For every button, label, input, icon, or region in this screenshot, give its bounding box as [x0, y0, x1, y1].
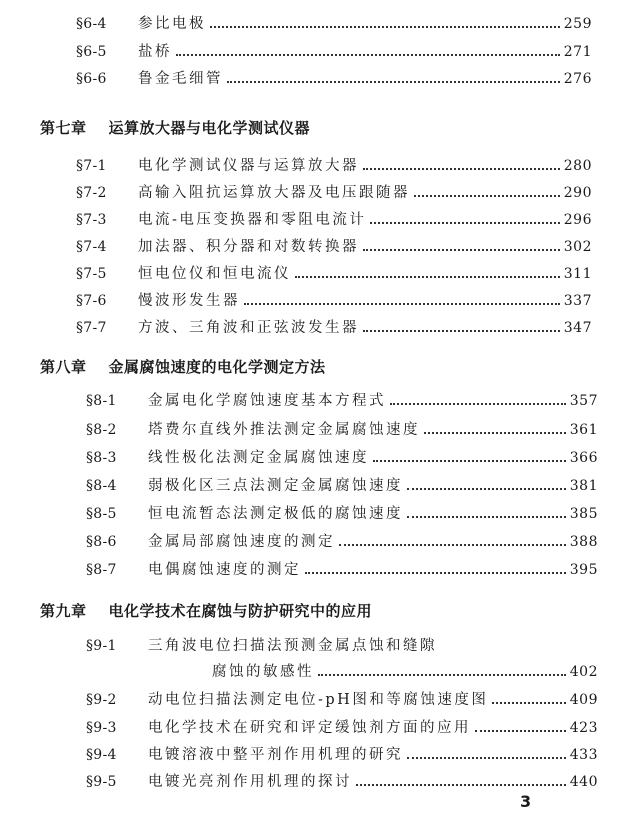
page-ref: 271 — [563, 44, 592, 60]
dot-leader — [339, 544, 566, 546]
dot-leader — [295, 276, 560, 278]
section-title: 恒电流暂态法测定极低的腐蚀速度 — [148, 506, 403, 522]
toc-entry — [86, 530, 598, 551]
section-number: §9-3 — [86, 720, 117, 736]
toc-entry — [76, 289, 592, 310]
toc-entry — [76, 262, 592, 283]
dot-leader — [363, 330, 560, 332]
page-ref: 311 — [563, 266, 592, 282]
dot-leader — [492, 702, 565, 704]
section-number: §6-6 — [76, 71, 107, 87]
toc-entry-continuation — [212, 660, 598, 681]
section-number: §8-4 — [86, 478, 117, 494]
section-title-continued: 腐蚀的敏感性 — [212, 664, 314, 680]
toc-entry — [76, 67, 592, 88]
section-title: 三角波电位扫描法预测金属点蚀和缝隙 — [148, 638, 437, 654]
toc-entry — [76, 208, 592, 229]
section-number: §8-6 — [86, 534, 117, 550]
toc-entry — [86, 716, 598, 737]
dot-leader — [363, 249, 560, 251]
section-number: §6-5 — [76, 44, 107, 60]
toc-entry — [86, 474, 598, 495]
toc-entry — [86, 558, 598, 579]
page-ref: 296 — [563, 212, 592, 228]
page-ref: 290 — [563, 185, 592, 201]
section-number: §9-4 — [86, 747, 117, 763]
section-title: 电镀光亮剂作用机理的探讨 — [148, 774, 352, 790]
chapter-title: 金属腐蚀速度的电化学测定方法 — [108, 358, 326, 376]
page-ref: 440 — [569, 774, 598, 790]
chapter-number: 第八章 — [40, 358, 87, 376]
section-title: 电镀溶液中整平剂作用机理的研究 — [148, 747, 403, 763]
section-title: 金属局部腐蚀速度的测定 — [148, 534, 335, 550]
section-title: 慢波形发生器 — [138, 293, 240, 309]
page-ref: 402 — [569, 664, 598, 680]
section-number: §9-1 — [86, 638, 117, 654]
toc-entry — [86, 688, 598, 709]
section-title: 加法器、积分器和对数转换器 — [138, 239, 359, 255]
page-ref: 433 — [569, 747, 598, 763]
page-ref: 361 — [569, 422, 598, 438]
section-title: 电化学技术在研究和评定缓蚀剂方面的应用 — [148, 720, 471, 736]
section-number: §7-3 — [76, 212, 107, 228]
section-number: §9-2 — [86, 692, 117, 708]
section-title: 电化学测试仪器与运算放大器 — [138, 158, 359, 174]
dot-leader — [424, 432, 566, 434]
page-number: 3 — [520, 792, 532, 811]
section-title: 电流-电压变换器和零阻电流计 — [138, 212, 367, 228]
page-ref: 395 — [569, 562, 598, 578]
dot-leader — [363, 168, 560, 170]
page-ref: 280 — [563, 158, 592, 174]
section-title: 盐桥 — [138, 44, 172, 60]
chapter-heading — [40, 600, 372, 621]
toc-entry — [76, 316, 592, 337]
section-title: 塔费尔直线外推法测定金属腐蚀速度 — [148, 422, 420, 438]
page-ref: 423 — [569, 720, 598, 736]
dot-leader — [373, 460, 566, 462]
section-number: §8-2 — [86, 422, 117, 438]
section-number: §7-1 — [76, 158, 107, 174]
toc-entry — [76, 154, 592, 175]
section-number: §8-5 — [86, 506, 117, 522]
dot-leader — [176, 54, 560, 56]
dot-leader — [244, 303, 560, 305]
section-number: §7-4 — [76, 239, 107, 255]
page-ref: 366 — [569, 450, 598, 466]
chapter-title: 电化学技术在腐蚀与防护研究中的应用 — [108, 602, 373, 620]
toc-entry — [76, 235, 592, 256]
dot-leader — [227, 81, 560, 83]
dot-leader — [475, 730, 566, 732]
toc-entry — [86, 502, 598, 523]
section-number: §8-7 — [86, 562, 117, 578]
toc-entry — [86, 446, 598, 467]
chapter-heading — [40, 356, 326, 377]
section-number: §7-7 — [76, 320, 107, 336]
section-title: 高输入阻抗运算放大器及电压跟随器 — [138, 185, 410, 201]
page-ref: 276 — [563, 71, 592, 87]
section-number: §8-1 — [86, 393, 117, 409]
page-ref: 357 — [569, 393, 598, 409]
page-ref: 388 — [569, 534, 598, 550]
chapter-number: 第七章 — [40, 119, 87, 137]
section-title: 电偶腐蚀速度的测定 — [148, 562, 301, 578]
page-ref: 259 — [563, 16, 592, 32]
dot-leader — [318, 674, 566, 676]
toc-entry — [86, 418, 598, 439]
dot-leader — [356, 784, 566, 786]
dot-leader — [407, 757, 566, 759]
section-number: §7-6 — [76, 293, 107, 309]
dot-leader — [414, 195, 560, 197]
section-title: 鲁金毛细管 — [138, 71, 223, 87]
dot-leader — [390, 403, 566, 405]
section-title: 动电位扫描法测定电位-pH图和等腐蚀速度图 — [148, 692, 489, 708]
page-ref: 385 — [569, 506, 598, 522]
dot-leader — [407, 516, 566, 518]
section-number: §7-2 — [76, 185, 107, 201]
section-title: 恒电位仪和恒电流仪 — [138, 266, 291, 282]
section-number: §7-5 — [76, 266, 107, 282]
section-number: §8-3 — [86, 450, 117, 466]
dot-leader — [370, 222, 559, 224]
section-number: §9-5 — [86, 774, 117, 790]
toc-entry — [76, 40, 592, 61]
chapter-number: 第九章 — [40, 602, 87, 620]
dot-leader — [305, 572, 566, 574]
section-title: 金属电化学腐蚀速度基本方程式 — [148, 393, 386, 409]
dot-leader — [407, 488, 566, 490]
page-ref: 302 — [563, 239, 592, 255]
section-title: 线性极化法测定金属腐蚀速度 — [148, 450, 369, 466]
toc-entry — [86, 770, 598, 791]
chapter-title: 运算放大器与电化学测试仪器 — [108, 119, 311, 137]
dot-leader — [210, 26, 560, 28]
section-title: 参比电极 — [138, 16, 206, 32]
toc-entry — [76, 181, 592, 202]
toc-entry — [86, 634, 598, 655]
chapter-heading — [40, 117, 310, 138]
page-ref: 337 — [563, 293, 592, 309]
toc-entry — [76, 12, 592, 33]
section-title: 弱极化区三点法测定金属腐蚀速度 — [148, 478, 403, 494]
page-ref: 381 — [569, 478, 598, 494]
section-title: 方波、三角波和正弦波发生器 — [138, 320, 359, 336]
toc-entry — [86, 743, 598, 764]
page-ref: 347 — [563, 320, 592, 336]
section-number: §6-4 — [76, 16, 107, 32]
toc-entry — [86, 389, 598, 410]
page-ref: 409 — [569, 692, 598, 708]
